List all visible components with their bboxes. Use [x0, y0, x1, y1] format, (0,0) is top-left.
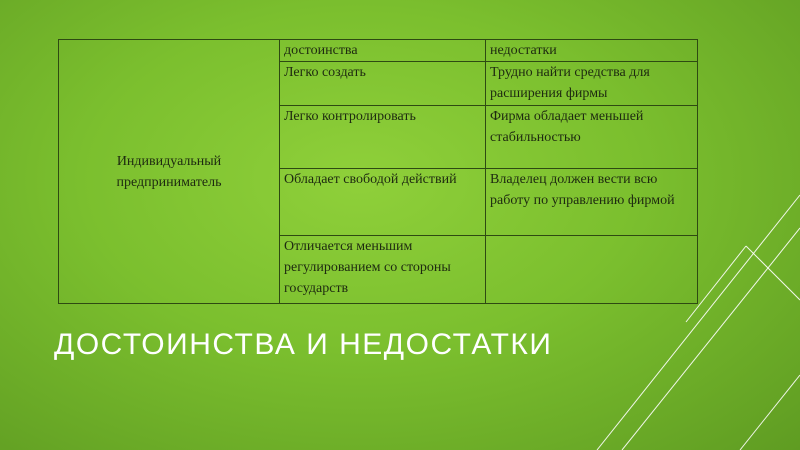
- disadvantage-cell: Трудно найти средства для расширения фирмы: [486, 62, 698, 106]
- advantage-cell: Отличается меньшим регулированием со стороны государств: [280, 236, 486, 304]
- advantage-cell: Обладает свободой действий: [280, 169, 486, 236]
- decor-line: [686, 246, 746, 322]
- advantage-cell: Легко создать: [280, 62, 486, 106]
- header-advantages: достоинства: [280, 40, 486, 62]
- disadvantage-cell: Владелец должен вести всю работу по управлению фирмой: [486, 169, 698, 236]
- decor-line: [622, 228, 800, 450]
- slide-title: ДОСТОИНСТВА И НЕДОСТАТКИ: [54, 328, 553, 361]
- decor-line: [740, 375, 800, 450]
- entity-cell: Индивидуальный предприниматель: [59, 40, 280, 304]
- advantage-cell: Легко контролировать: [280, 106, 486, 169]
- decor-line: [746, 246, 800, 300]
- disadvantage-cell: Фирма обладает меньшей стабильностью: [486, 106, 698, 169]
- decor-line: [597, 195, 800, 450]
- header-disadvantages: недостатки: [486, 40, 698, 62]
